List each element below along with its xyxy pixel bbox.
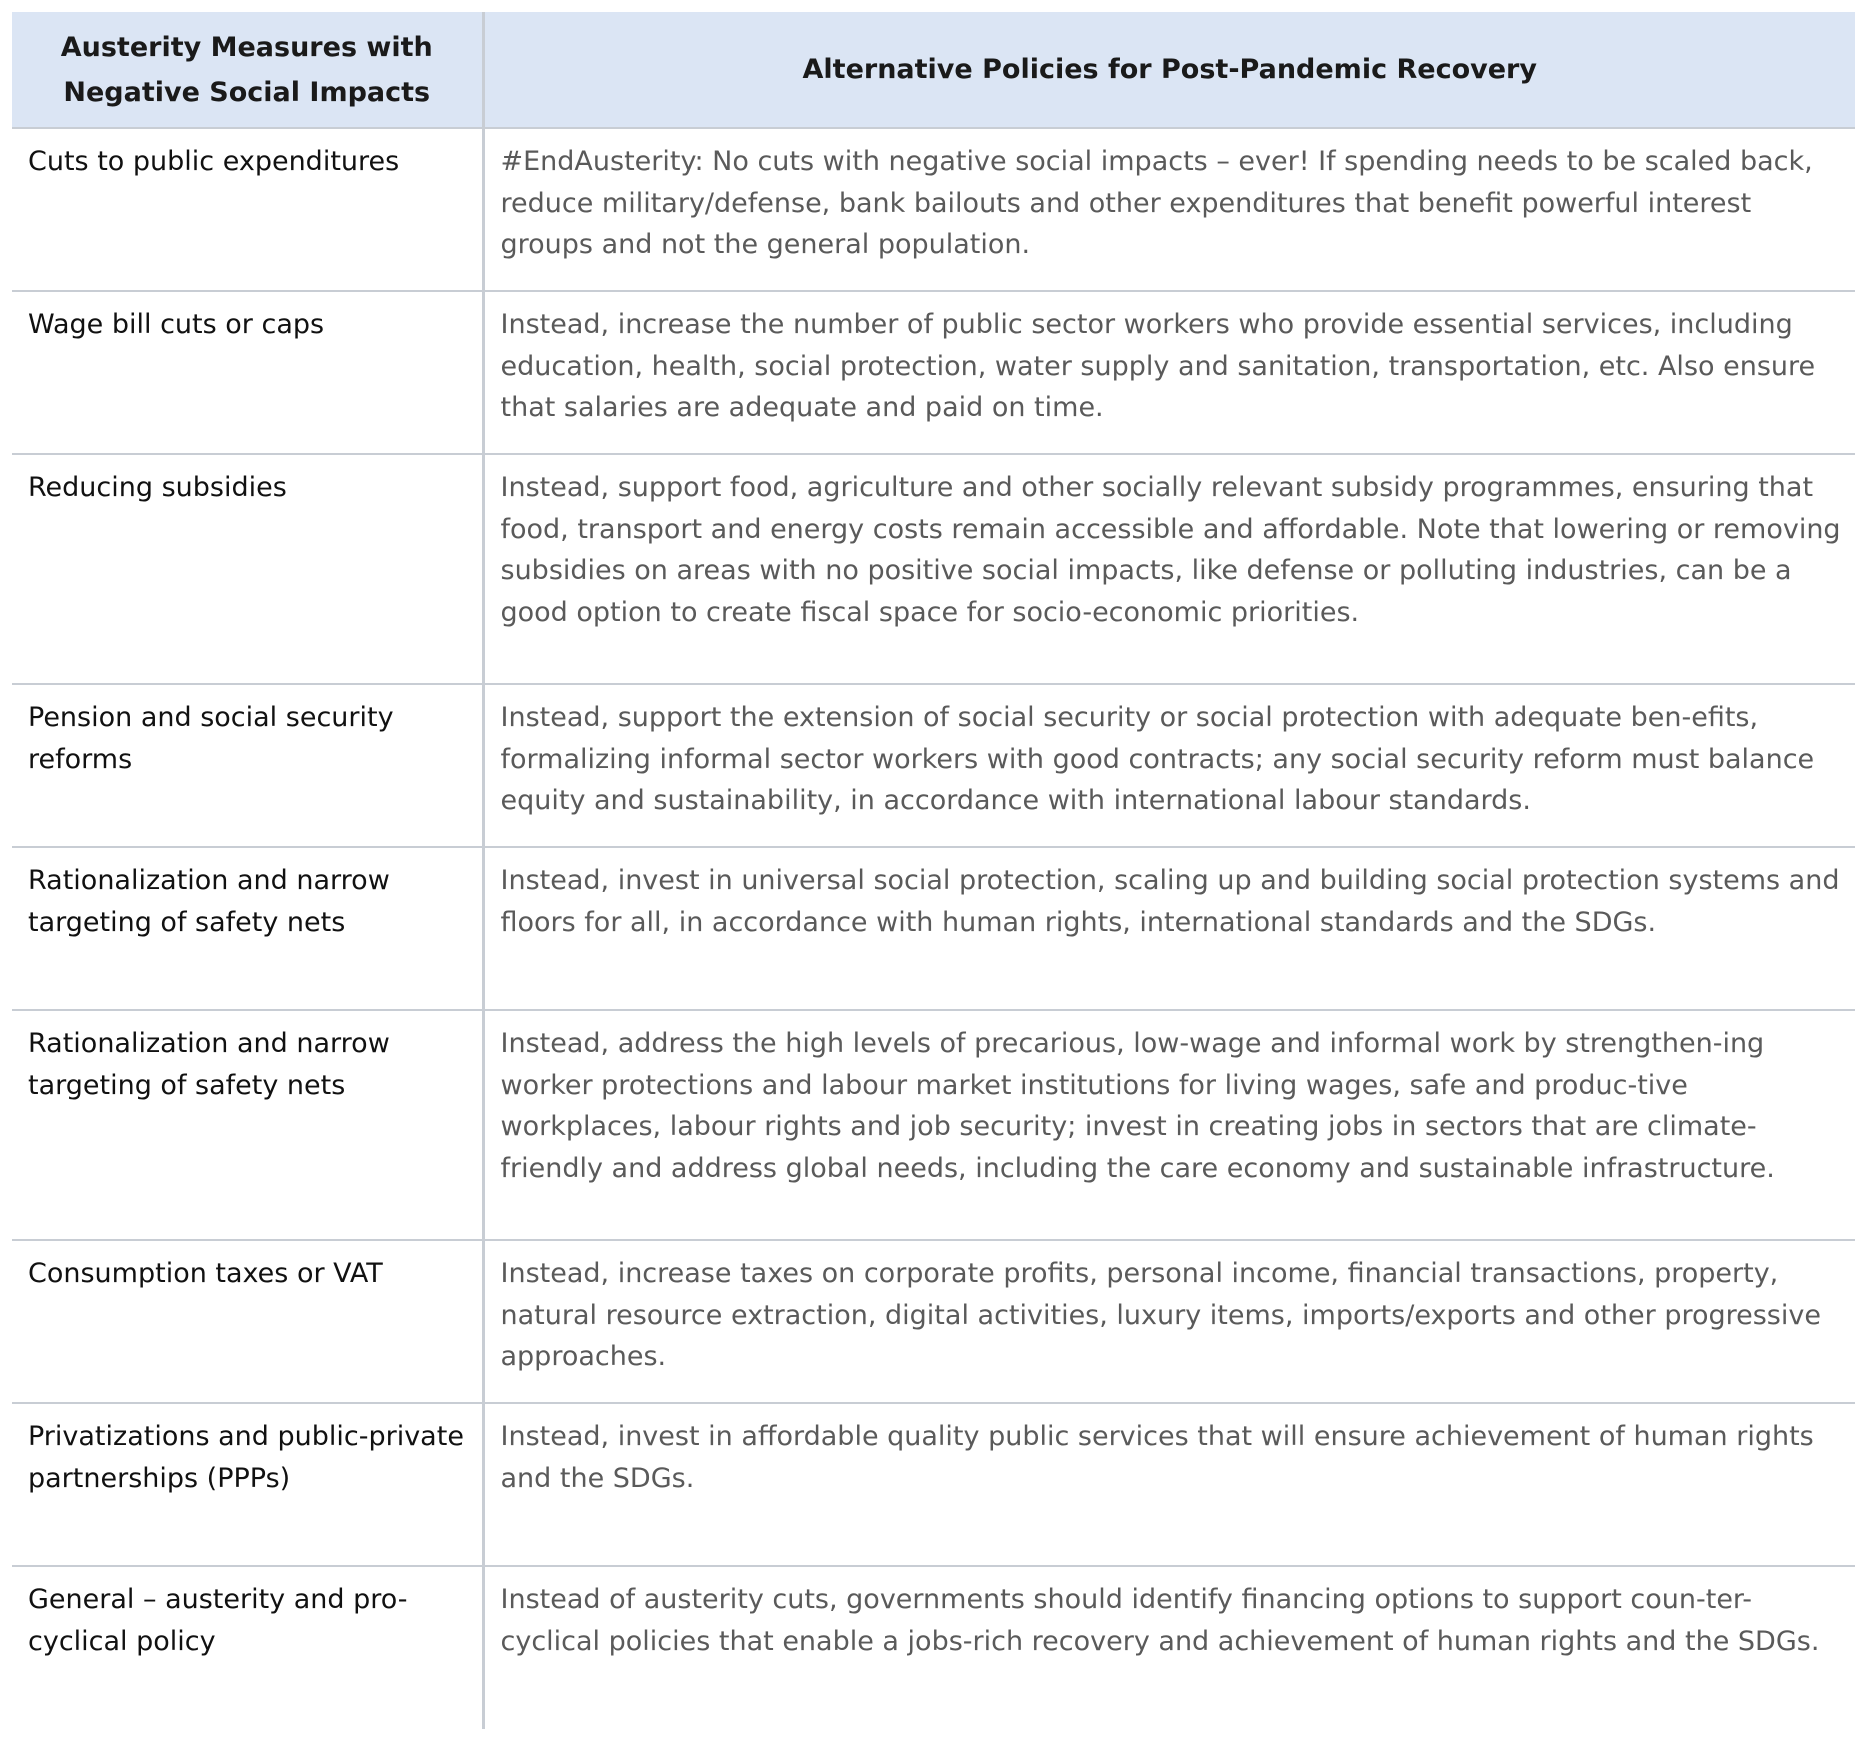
alternative-cell: Instead, invest in universal social protection, scaling up and building social protection systems and floors for all, in accordance with human rights, international standards and the SDGs. [483,847,1855,1010]
table-row [12,1566,1855,1729]
measure-cell: Consumption taxes or VAT [12,1240,483,1403]
measure-cell: Rationalization and narrow targeting of safety nets [12,847,483,1010]
table-row [12,1403,1855,1566]
alternative-cell: Instead of austerity cuts, governments should identify financing options to support coun-ter-cyclical policies that enable a jobs-rich recovery and achievement of human rights and the SDGs. [483,1566,1855,1729]
alternative-cell: Instead, support food, agriculture and other socially relevant subsidy programmes, ensuring that food, transport and energy costs remain accessible and affordable. Note that lowering or removing subsidies on areas with no positive social impacts, like defense or polluting industries, can be a good option to create fiscal space for socio-economic priorities. [483,454,1855,684]
measure-cell: General – austerity and pro-cyclical policy [28,1584,408,1657]
table-row [12,1240,1855,1403]
column-header-alternative-policies: Alternative Policies for Post-Pandemic Recovery [483,12,1855,128]
alternative-cell: Instead, support the extension of social security or social protection with adequate ben-efits, formalizing informal sector workers with good contracts; any social security reform must balance equity and sustainability, in accordance with international labour standards. [483,684,1855,847]
table-row [12,847,1855,1010]
measure-cell: Pension and social security reforms [12,684,483,847]
table-body [12,128,1855,1729]
alternative-cell: Instead, address the high levels of precarious, low-wage and informal work by strengthen-ing worker protections and labour market institutions for living wages, safe and produc-tive workplaces, labour rights and job security; invest in creating jobs in sectors that are climate-friendly and address global needs, including the care economy and sustainable infrastructure. [483,1010,1855,1240]
alternative-cell: Instead, invest in affordable quality public services that will ensure achievement of human rights and the SDGs. [483,1403,1855,1566]
alternative-cell: #EndAusterity: No cuts with negative social impacts – ever! If spending needs to be scaled back, reduce military/defense, bank bailouts and other expenditures that benefit powerful interest groups and not the general population. [483,128,1855,291]
header-row [12,12,1855,128]
table-header [12,12,1855,128]
measure-cell: Reducing subsidies [12,454,483,684]
measure-cell: Rationalization and narrow targeting of safety nets [12,1010,483,1240]
alternative-cell: Instead, increase the number of public sector workers who provide essential services, including education, health, social protection, water supply and sanitation, transportation, etc. Also ensure that salaries are adequate and paid on time. [483,291,1855,454]
alternative-cell: Instead, increase taxes on corporate profits, personal income, financial transactions, property, natural resource extraction, digital activities, luxury items, imports/exports and other progressive approaches. [483,1240,1855,1403]
table-row [12,291,1855,454]
policy-table [12,12,1855,1729]
table-row [12,454,1855,684]
table-row [12,684,1855,847]
measure-cell: Privatizations and public-private partnerships (PPPs) [12,1403,483,1566]
column-header-austerity-measures: Austerity Measures with Negative Social Impacts [12,12,483,128]
table-row [12,1010,1855,1240]
measure-cell: Cuts to public expenditures [12,128,483,291]
table-row [12,128,1855,291]
measure-cell: Wage bill cuts or caps [12,291,483,454]
